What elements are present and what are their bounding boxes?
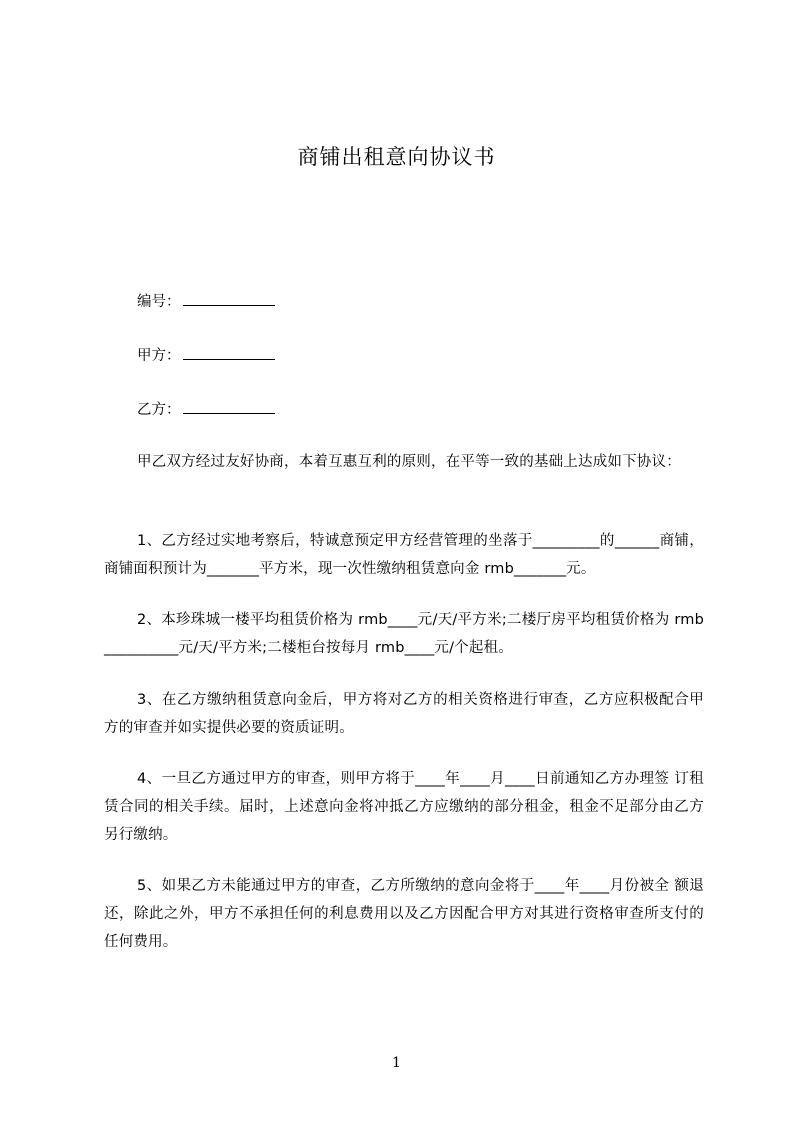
number-label: 编号：	[137, 294, 181, 310]
number-blank	[183, 290, 275, 306]
party-b-label: 乙方：	[137, 402, 181, 418]
page-number: 1	[392, 1055, 401, 1071]
clause-5: 5、如果乙方未能通过甲方的审查，乙方所缴纳的意向金将于____年____月份被全 额退还，除此之外，甲方不承担任何的利息费用以及乙方因配合甲方对其进行资格审查所支付的任何费用。	[104, 878, 704, 950]
clause-2: 2、本珍珠城一楼平均租赁价格为 rmb____元/天/平方米;二楼厅房平均租赁价格为 rmb__________元/天/平方米;二楼柜台按每月 rmb____元/个起租。	[104, 612, 704, 656]
party-a-blank	[183, 344, 275, 360]
clause-3: 3、在乙方缴纳租赁意向金后，甲方将对乙方的相关资格进行审查，乙方应积极配合甲 方的审查并如实提供必要的资质证明。	[104, 692, 704, 736]
party-b-field	[137, 398, 275, 420]
party-a-field	[137, 344, 275, 366]
intro-paragraph: 甲乙双方经过友好协商，本着互惠互利的原则，在平等一致的基础上达成如下协议：	[137, 454, 681, 470]
clause-4: 4、一旦乙方通过甲方的审查，则甲方将于____年____月____日前通知乙方办理签 订租赁合同的相关手续。届时，上述意向金将冲抵乙方应缴纳的部分租金，租金不足部分由乙方另行缴纳。	[104, 771, 704, 843]
party-a-label: 甲方：	[137, 348, 181, 364]
clause-1: 1、乙方经过实地考察后，特诚意预定甲方经营管理的坐落于_________的______商铺，商铺面积预计为_______平方米，现一次性缴纳租赁意向金 rmb_______元。	[104, 533, 704, 577]
number-field	[137, 290, 275, 312]
party-b-blank	[183, 398, 275, 414]
document-title: 商铺出租意向协议书	[297, 145, 496, 169]
